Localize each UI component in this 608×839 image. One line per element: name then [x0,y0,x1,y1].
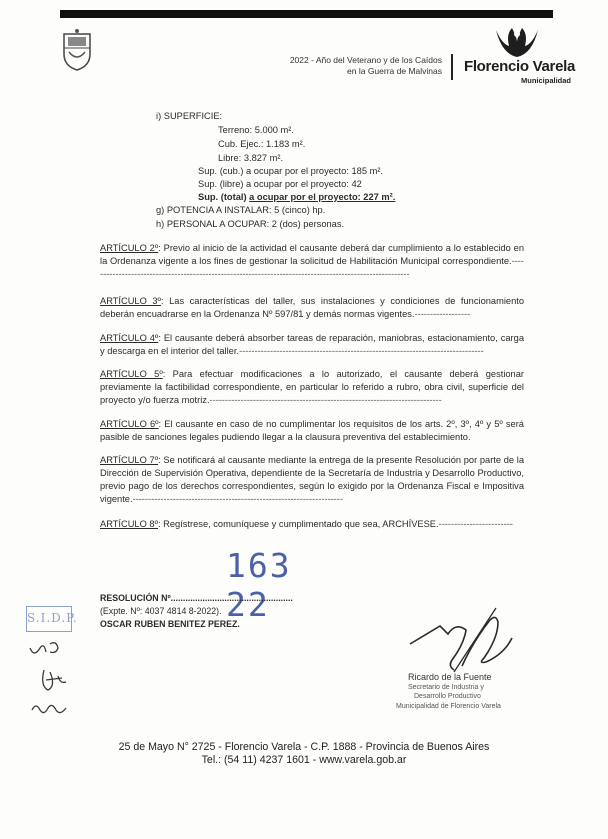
header-motto [232,55,442,77]
article-5 [100,368,524,407]
sup-libre-value: Sup. (libre) a ocupar por el proyecto: 42 [198,179,362,189]
signatory-role-line-3: Municipalidad de Florencio Varela [396,703,501,710]
article-heading: ARTÍCULO 5º [100,369,163,379]
sup-cub-value: Sup. (cub.) a ocupar por el proyecto: 185 m². [198,166,383,176]
article-dots: ------------------------ [438,519,513,529]
article-7 [100,454,524,506]
article-body: : El causante en caso de no cumplimentar los requisitos de los arts. 2º, 3º, 4º y 5º será pasible de sanciones legales pudiendo llegar a la clausura preventiva del establecimiento. [100,419,524,442]
signatory-role-line-2: Desarrollo Productivo [414,693,481,700]
stamp-number-a: 163 [226,546,292,585]
florencio-varela-logo-icon [492,24,542,60]
article-heading: ARTÍCULO 4º [100,333,159,343]
article-body: : Para efectuar modificaciones a lo autorizado, el causante deberá gestionar previamente la factibilidad correspondiente, en particular lo referido a rubro, obra civil, superficie del proyecto y/o fuerza motriz. [100,369,524,405]
resolution-label: RESOLUCIÓN Nº.................................................. [100,593,293,603]
article-dots: -------------------------------------------------------------------- [132,494,344,504]
header-bar [60,10,553,18]
sup-total-detail: a ocupar por el proyecto: 227 m². [249,192,396,202]
article-body: : Previo al inicio de la actividad el causante deberá dar cumplimiento a lo establecido en la Ordenanza vigente a los fines de gestionar la solicitud de Habilitación Municipal correspondiente. [100,243,524,266]
personal-line: h) PERSONAL A OCUPAR: 2 (dos) personas. [156,219,345,229]
footer-address: 25 de Mayo N° 2725 - Florencio Varela - C.P. 1888 - Provincia de Buenos Aires [118,741,490,753]
article-3 [100,295,524,321]
brand-subtitle: Municipalidad [520,76,571,85]
motto-line-2: en la Guerra de Malvinas [347,66,442,76]
superficie-heading: i) SUPERFICIE: [156,111,223,121]
terreno-value: Terreno: 5.000 m². [218,125,294,135]
resolution-number-stamp [226,546,396,624]
article-dots: ------------------ [414,309,471,319]
potencia-line: g) POTENCIA A INSTALAR: 5 (cinco) hp. [156,205,326,215]
article-body: : Las características del taller, sus instalaciones y condiciones de funcionamiento deberán encuadrarse en la Ordenanza Nº 597/81 y demás normas vigentes. [100,296,524,319]
signatory-name: Ricardo de la Fuente [408,672,492,682]
handwritten-initials-icon [22,636,82,726]
applicant-name: OSCAR RUBEN BENITEZ PEREZ. [100,619,240,629]
article-heading: ARTÍCULO 2º [100,243,159,253]
article-heading: ARTÍCULO 6º [100,419,159,429]
libre-value: Libre: 3.827 m². [218,153,284,163]
municipal-crest-icon [60,28,94,72]
sidp-stamp: S.I.D.P. [26,606,72,632]
article-4 [100,332,524,358]
article-6 [100,418,524,444]
sup-total-label: Sup. (total) [198,192,247,202]
signature-icon [400,600,530,680]
signatory-role-line-1: Secretario de Industria y [408,684,484,691]
article-body: : Se notificará al causante mediante la entrega de la presente Resolución por parte de la Dirección de Supervisión Operativa, dependiente de la Secretaría de Industria y Desarrollo Productivo, previo pago de los derechos correspondientes, según lo exigido por la Ordenanza Fiscal e Impositiva vigente. [100,455,524,504]
expediente-number: (Expte. Nº: 4037 4814 8-2022). [100,606,222,616]
brand-name: Florencio Varela [463,58,576,75]
article-dots: --------------------------------------------------------------------------- [209,395,442,405]
stamp-number-b: 22 [226,585,270,624]
sup-total-value [198,192,395,202]
article-dots: ------------------------------------------------------------------------------- [239,346,484,356]
article-heading: ARTÍCULO 7º [100,455,159,465]
article-dots: -------------------------------------------------------------------------------------------------------- [100,256,524,279]
article-heading: ARTÍCULO 3º [100,296,161,306]
footer-contact: Tel.: (54 11) 4237 1601 - www.varela.gob.ar [201,754,407,766]
header-divider [451,54,453,80]
cub-ejec-value: Cub. Ejec.: 1.183 m². [218,139,306,149]
motto-line-1: 2022 - Año del Veterano y de los Caídos [289,55,442,65]
article-heading: ARTÍCULO 8º [100,519,158,529]
article-2 [100,242,524,281]
article-8 [100,518,524,531]
article-body: : Regístrese, comuníquese y cumplimentado que sea, ARCHÍVESE. [158,519,439,529]
article-body: : El causante deberá absorber tareas de reparación, maniobras, estacionamiento, carga y descarga en el interior del taller. [100,333,524,356]
